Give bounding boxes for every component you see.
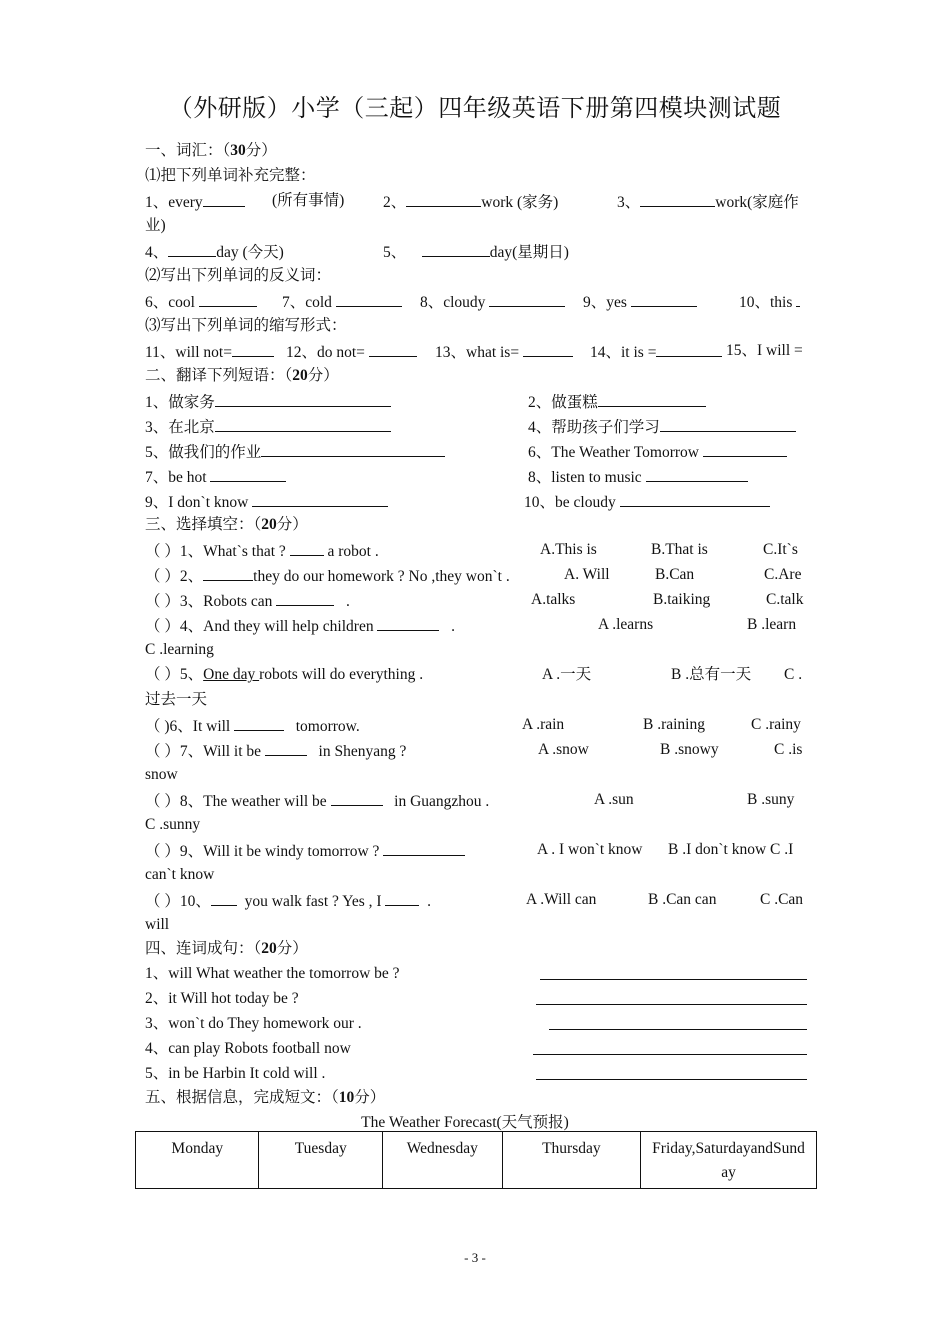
answer-blank[interactable] — [336, 291, 402, 307]
answer-blank[interactable] — [656, 341, 722, 357]
section-1-heading: 一、词汇：（30分） — [145, 142, 277, 159]
section-1-sub1: ⑴把下列单词补充完整： — [145, 167, 316, 184]
answer-blank[interactable] — [631, 291, 697, 307]
s4-q2-answer-line[interactable] — [536, 989, 807, 1011]
answer-blank[interactable] — [232, 341, 274, 357]
s3-q10: （ ）10、 you walk fast ? Yes , I . — [145, 890, 431, 912]
answer-blank[interactable] — [234, 715, 284, 731]
s2-q3: 3、在北京 — [145, 416, 391, 438]
s3-q3-option-c: C.talk — [766, 591, 804, 608]
answer-blank[interactable] — [369, 341, 417, 357]
s3-q1-option-a: A.This is — [540, 541, 597, 558]
s3-q3-option-a: A.talks — [531, 591, 576, 608]
s4-q4-answer-line[interactable] — [533, 1039, 807, 1061]
s2-q7: 7、be hot — [145, 466, 286, 488]
s3-q9-option-c: can`t know — [145, 866, 215, 883]
answer-blank[interactable] — [489, 291, 565, 307]
s2-q10: 10、be cloudy — [524, 491, 770, 513]
table-header-wednesday: Wednesday — [382, 1132, 502, 1189]
s3-q8-option-b: B .suny — [747, 791, 795, 808]
answer-blank[interactable] — [215, 416, 391, 432]
s3-q8-option-a: A .sun — [594, 791, 634, 808]
s3-q4-option-a: A .learns — [598, 616, 654, 633]
s3-q4-option-b: B .learn — [747, 616, 797, 633]
s4-q2: 2、it Will hot today be ? — [145, 990, 299, 1007]
s3-q2: （ ）2、 they do our homework ? No ,they won`t . — [145, 565, 510, 587]
s3-q10-option-c: C .Can — [760, 891, 804, 908]
table-header-monday: Monday — [136, 1132, 259, 1189]
answer-blank[interactable] — [265, 740, 307, 756]
s1-q1: 1、every — [145, 191, 245, 213]
s3-q6-option-c: C .rainy — [751, 716, 801, 733]
table-header-thursday: Thursday — [502, 1132, 640, 1189]
s1-q5: 5、 day(星期日) — [383, 241, 569, 263]
s1-q15: 15、I will = — [726, 342, 803, 359]
answer-blank[interactable] — [203, 565, 253, 581]
s3-q9-option-b: B .I don`t know C .I — [668, 841, 794, 858]
s3-q2-option-c: C.Are — [764, 566, 802, 583]
s3-q6-option-a: A .rain — [522, 716, 565, 733]
s3-q2-option-b: B.Can — [655, 566, 695, 583]
s1-q3-wrap: 业) — [145, 217, 166, 234]
answer-blank[interactable] — [703, 441, 787, 457]
table-header-tuesday: Tuesday — [259, 1132, 382, 1189]
s1-q10: 10、this — [739, 291, 800, 313]
s3-q5: （ ）5、One day robots will do everything . — [145, 666, 424, 683]
s2-q1: 1、做家务 — [145, 391, 391, 413]
answer-blank[interactable] — [640, 191, 715, 207]
answer-blank[interactable] — [385, 890, 419, 906]
s3-q5-option-c: C . — [784, 666, 803, 683]
answer-blank[interactable] — [290, 540, 324, 556]
s3-q10-option-b: B .Can can — [648, 891, 717, 908]
answer-blank[interactable] — [252, 491, 388, 507]
s1-q11: 11、will not= — [145, 341, 274, 363]
s1-q2: 2、 work (家务) — [383, 191, 558, 213]
answer-blank[interactable] — [276, 590, 334, 606]
section-2-heading: 二、翻译下列短语：（20分） — [145, 367, 339, 384]
answer-blank[interactable] — [620, 491, 770, 507]
answer-blank[interactable] — [377, 615, 439, 631]
s3-q7-option-c-text: snow — [145, 766, 178, 783]
s3-q8: （ ）8、The weather will be in Guangzhou . — [145, 790, 489, 812]
s3-q8-option-c: C .sunny — [145, 816, 201, 833]
s4-q1-answer-line[interactable] — [540, 964, 807, 986]
answer-blank[interactable] — [215, 391, 391, 407]
page-title: （外研版）小学（三起）四年级英语下册第四模块测试题 — [168, 96, 782, 122]
answer-blank[interactable] — [199, 291, 257, 307]
s4-q4: 4、can play Robots football now — [145, 1040, 351, 1057]
weather-table-title: The Weather Forecast(天气预报) — [361, 1114, 569, 1131]
s3-q5-option-b: B .总有一天 — [671, 666, 752, 683]
s3-q7-option-b: B .snowy — [660, 741, 719, 758]
s2-q5: 5、做我们的作业 — [145, 441, 445, 463]
s4-q3-answer-line[interactable] — [549, 1014, 807, 1036]
answer-blank[interactable] — [422, 241, 490, 257]
s1-q13: 13、what is= — [435, 341, 573, 363]
s1-q7: 7、cold — [282, 291, 402, 313]
s3-q10-option-c-text: will — [145, 916, 170, 933]
s3-q3: （ ）3、Robots can . — [145, 590, 350, 612]
s3-q6: （ )6、It will tomorrow. — [145, 715, 360, 737]
table-row — [136, 1132, 817, 1189]
s4-q3: 3、won`t do They homework our . — [145, 1015, 362, 1032]
s1-q3: 3、 work(家庭作 — [617, 191, 799, 213]
s3-q7: （ ）7、Will it be in Shenyang ? — [145, 740, 406, 762]
s1-q8: 8、cloudy — [420, 291, 565, 313]
s4-q5: 5、in be Harbin It cold will . — [145, 1065, 326, 1082]
s1-q4: 4、 day (今天) — [145, 241, 284, 263]
answer-blank[interactable] — [211, 890, 237, 906]
answer-blank[interactable] — [331, 790, 383, 806]
answer-blank[interactable] — [383, 840, 465, 856]
s1-q9: 9、yes — [583, 291, 697, 313]
section-1-sub2: ⑵写出下列单词的反义词： — [145, 267, 332, 284]
s2-q6: 6、The Weather Tomorrow — [528, 441, 787, 463]
answer-blank[interactable] — [406, 191, 481, 207]
s3-q9-option-a: A . I won`t know — [537, 841, 643, 858]
answer-blank[interactable] — [598, 391, 706, 407]
section-3-heading: 三、选择填空：（20分） — [145, 516, 308, 533]
s3-q1-option-c: C.It`s — [763, 541, 798, 558]
section-5-heading: 五、根据信息，完成短文：（10分） — [145, 1089, 386, 1106]
s2-q9: 9、I don`t know — [145, 491, 388, 513]
s3-q1-option-b: B.That is — [651, 541, 708, 558]
s4-q5-answer-line[interactable] — [536, 1064, 807, 1086]
s3-q5-option-c-text: 过去一天 — [145, 691, 208, 708]
s3-q3-option-b: B.taiking — [653, 591, 711, 608]
s1-q12: 12、do not= — [286, 341, 417, 363]
s1-q1-hint: (所有事情) — [272, 192, 345, 209]
s2-q2: 2、做蛋糕 — [528, 391, 706, 413]
table-header-weekend: Friday,SaturdayandSunday — [641, 1132, 817, 1189]
s3-q4-option-c: C .learning — [145, 641, 214, 658]
s3-q7-option-a: A .snow — [538, 741, 589, 758]
s1-q6: 6、cool — [145, 291, 257, 313]
weather-forecast-table — [135, 1131, 817, 1189]
s2-q4: 4、帮助孩子们学习 — [528, 416, 796, 438]
answer-blank[interactable] — [168, 241, 216, 257]
s3-q2-option-a: A. Will — [564, 566, 610, 583]
answer-blank[interactable] — [646, 466, 748, 482]
s3-q10-option-a: A .Will can — [526, 891, 597, 908]
answer-blank[interactable] — [660, 416, 796, 432]
s1-q14: 14、it is = — [590, 341, 722, 363]
answer-blank[interactable] — [210, 466, 286, 482]
s3-q1: （ ）1、What`s that ? a robot . — [145, 540, 379, 562]
s4-q1: 1、will What weather the tomorrow be ? — [145, 965, 400, 982]
answer-blank[interactable] — [203, 191, 245, 207]
page-number: - 3 - — [464, 1250, 486, 1265]
answer-blank[interactable] — [523, 341, 573, 357]
s3-q5-option-a: A .一天 — [542, 666, 592, 683]
s3-q4: （ ）4、And they will help children . — [145, 615, 455, 637]
s2-q8: 8、listen to music — [528, 466, 748, 488]
s3-q6-option-b: B .raining — [643, 716, 705, 733]
s3-q7-option-c: C .is — [774, 741, 803, 758]
section-4-heading: 四、连词成句：（20分） — [145, 940, 308, 957]
s3-q9: （ ）9、Will it be windy tomorrow ? — [145, 840, 465, 862]
answer-blank[interactable] — [796, 291, 800, 307]
answer-blank[interactable] — [261, 441, 445, 457]
section-1-sub3: ⑶写出下列单词的缩写形式： — [145, 317, 347, 334]
